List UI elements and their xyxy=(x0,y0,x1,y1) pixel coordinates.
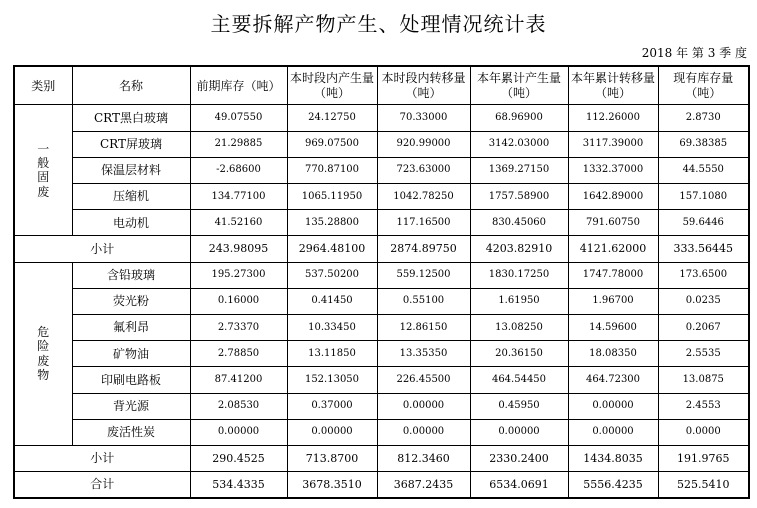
item-name: 含铅玻璃 xyxy=(72,262,190,288)
table-body xyxy=(14,66,749,498)
value-cell: 2.5535 xyxy=(658,341,749,367)
subtotal-value: 4203.82910 xyxy=(470,236,568,262)
value-cell: 0.0235 xyxy=(658,288,749,314)
value-cell: 12.86150 xyxy=(377,315,470,341)
value-cell: 13.0875 xyxy=(658,367,749,393)
value-cell: 0.00000 xyxy=(190,419,287,445)
category-char: 般 xyxy=(37,156,50,171)
value-cell: 87.41200 xyxy=(190,367,287,393)
category-char: 物 xyxy=(37,368,50,383)
value-cell: 44.5550 xyxy=(658,157,749,183)
value-cell: -2.68600 xyxy=(190,157,287,183)
subtotal-value: 2330.2400 xyxy=(470,446,568,472)
value-cell: 226.45500 xyxy=(377,367,470,393)
table-row xyxy=(14,210,749,236)
item-name: 荧光粉 xyxy=(72,288,190,314)
value-cell: 0.45950 xyxy=(470,393,568,419)
item-name: 电动机 xyxy=(72,210,190,236)
item-name: 印刷电路板 xyxy=(72,367,190,393)
total-value: 6534.0691 xyxy=(470,472,568,498)
value-cell: 134.77100 xyxy=(190,184,287,210)
value-cell: 18.08350 xyxy=(568,341,658,367)
total-value: 534.4335 xyxy=(190,472,287,498)
header-period-generated: 本时段内产生量（吨） xyxy=(287,66,377,105)
item-name: 背光源 xyxy=(72,393,190,419)
value-cell: 1757.58900 xyxy=(470,184,568,210)
value-cell: 10.33450 xyxy=(287,315,377,341)
value-cell: 1065.11950 xyxy=(287,184,377,210)
value-cell: 0.00000 xyxy=(568,393,658,419)
subtotal-label: 小计 xyxy=(14,236,190,262)
value-cell: 2.78850 xyxy=(190,341,287,367)
value-cell: 0.00000 xyxy=(377,419,470,445)
value-cell: 0.55100 xyxy=(377,288,470,314)
value-cell: 464.72300 xyxy=(568,367,658,393)
category-cell xyxy=(14,262,72,445)
subtotal-value: 713.8700 xyxy=(287,446,377,472)
subtotal-value: 2874.89750 xyxy=(377,236,470,262)
subtotal-value: 4121.62000 xyxy=(568,236,658,262)
value-cell: 13.11850 xyxy=(287,341,377,367)
value-cell: 152.13050 xyxy=(287,367,377,393)
value-cell: 1830.17250 xyxy=(470,262,568,288)
value-cell: 24.12750 xyxy=(287,105,377,131)
item-name: 保温层材料 xyxy=(72,157,190,183)
item-name: 矿物油 xyxy=(72,341,190,367)
value-cell: 14.59600 xyxy=(568,315,658,341)
table-row xyxy=(14,315,749,341)
subtotal-value: 1434.8035 xyxy=(568,446,658,472)
header-prior-stock: 前期库存（吨） xyxy=(190,66,287,105)
value-cell: 1747.78000 xyxy=(568,262,658,288)
value-cell: 59.6446 xyxy=(658,210,749,236)
value-cell: 3142.03000 xyxy=(470,131,568,157)
value-cell: 13.08250 xyxy=(470,315,568,341)
total-label: 合计 xyxy=(14,472,190,498)
value-cell: 2.08530 xyxy=(190,393,287,419)
value-cell: 830.45060 xyxy=(470,210,568,236)
value-cell: 49.07550 xyxy=(190,105,287,131)
header-ytd-transferred: 本年累计转移量（吨） xyxy=(568,66,658,105)
value-cell: 1332.37000 xyxy=(568,157,658,183)
item-name: 废活性炭 xyxy=(72,419,190,445)
value-cell: 2.4553 xyxy=(658,393,749,419)
value-cell: 1.61950 xyxy=(470,288,568,314)
value-cell: 0.00000 xyxy=(377,393,470,419)
value-cell: 464.54450 xyxy=(470,367,568,393)
value-cell: 969.07500 xyxy=(287,131,377,157)
value-cell: 537.50200 xyxy=(287,262,377,288)
value-cell: 2.73370 xyxy=(190,315,287,341)
item-name: 压缩机 xyxy=(72,184,190,210)
subtotal-value: 2964.48100 xyxy=(287,236,377,262)
value-cell: 112.26000 xyxy=(568,105,658,131)
table-row xyxy=(14,105,749,131)
table-row xyxy=(14,157,749,183)
subtotal-value: 243.98095 xyxy=(190,236,287,262)
category-char: 一 xyxy=(37,141,50,156)
value-cell: 3117.39000 xyxy=(568,131,658,157)
value-cell: 173.6500 xyxy=(658,262,749,288)
value-cell: 0.0000 xyxy=(658,419,749,445)
value-cell: 0.00000 xyxy=(287,419,377,445)
total-value: 3678.3510 xyxy=(287,472,377,498)
value-cell: 723.63000 xyxy=(377,157,470,183)
value-cell: 559.12500 xyxy=(377,262,470,288)
value-cell: 20.36150 xyxy=(470,341,568,367)
value-cell: 1042.78250 xyxy=(377,184,470,210)
table-row xyxy=(14,341,749,367)
value-cell: 920.99000 xyxy=(377,131,470,157)
statistics-table-wrapper xyxy=(13,65,748,499)
value-cell: 0.41450 xyxy=(287,288,377,314)
header-row xyxy=(14,66,749,105)
table-row xyxy=(14,184,749,210)
value-cell: 0.37000 xyxy=(287,393,377,419)
value-cell: 157.1080 xyxy=(658,184,749,210)
value-cell: 770.87100 xyxy=(287,157,377,183)
category-char: 废 xyxy=(37,184,50,199)
value-cell: 21.29885 xyxy=(190,131,287,157)
value-cell: 0.00000 xyxy=(470,419,568,445)
table-row xyxy=(14,393,749,419)
value-cell: 0.16000 xyxy=(190,288,287,314)
value-cell: 13.35350 xyxy=(377,341,470,367)
item-name: CRT屏玻璃 xyxy=(72,131,190,157)
subtotal-value: 290.4525 xyxy=(190,446,287,472)
report-period: 2018 年 第 3 季 度 xyxy=(641,46,747,60)
category-char: 险 xyxy=(37,339,50,354)
value-cell: 41.52160 xyxy=(190,210,287,236)
value-cell: 1642.89000 xyxy=(568,184,658,210)
value-cell: 2.8730 xyxy=(658,105,749,131)
category-cell xyxy=(14,105,72,236)
value-cell: 195.27300 xyxy=(190,262,287,288)
category-char: 固 xyxy=(37,170,50,185)
subtotal-label: 小计 xyxy=(14,446,190,472)
item-name: CRT黑白玻璃 xyxy=(72,105,190,131)
header-category: 类别 xyxy=(14,66,72,105)
subtotal-value: 191.9765 xyxy=(658,446,749,472)
table-row xyxy=(14,367,749,393)
header-period-transferred: 本时段内转移量（吨） xyxy=(377,66,470,105)
table-row xyxy=(14,288,749,314)
category-char: 废 xyxy=(37,353,50,368)
total-row xyxy=(14,472,749,498)
table-row xyxy=(14,131,749,157)
subtotal-row xyxy=(14,236,749,262)
value-cell: 117.16500 xyxy=(377,210,470,236)
value-cell: 69.38385 xyxy=(658,131,749,157)
value-cell: 1.96700 xyxy=(568,288,658,314)
table-row xyxy=(14,419,749,445)
subtotal-value: 333.56445 xyxy=(658,236,749,262)
header-name: 名称 xyxy=(72,66,190,105)
statistics-table xyxy=(13,65,750,499)
header-current-stock: 现有库存量（吨） xyxy=(658,66,749,105)
report-title: 主要拆解产物产生、处理情况统计表 xyxy=(210,12,547,36)
value-cell: 1369.27150 xyxy=(470,157,568,183)
category-char: 危 xyxy=(37,325,50,340)
total-value: 525.5410 xyxy=(658,472,749,498)
table-row xyxy=(14,262,749,288)
value-cell: 70.33000 xyxy=(377,105,470,131)
value-cell: 135.28800 xyxy=(287,210,377,236)
subtotal-row xyxy=(14,446,749,472)
item-name: 氟利昂 xyxy=(72,315,190,341)
value-cell: 791.60750 xyxy=(568,210,658,236)
header-ytd-generated: 本年累计产生量（吨） xyxy=(470,66,568,105)
subtotal-value: 812.3460 xyxy=(377,446,470,472)
value-cell: 0.2067 xyxy=(658,315,749,341)
total-value: 3687.2435 xyxy=(377,472,470,498)
value-cell: 68.96900 xyxy=(470,105,568,131)
total-value: 5556.4235 xyxy=(568,472,658,498)
value-cell: 0.00000 xyxy=(568,419,658,445)
